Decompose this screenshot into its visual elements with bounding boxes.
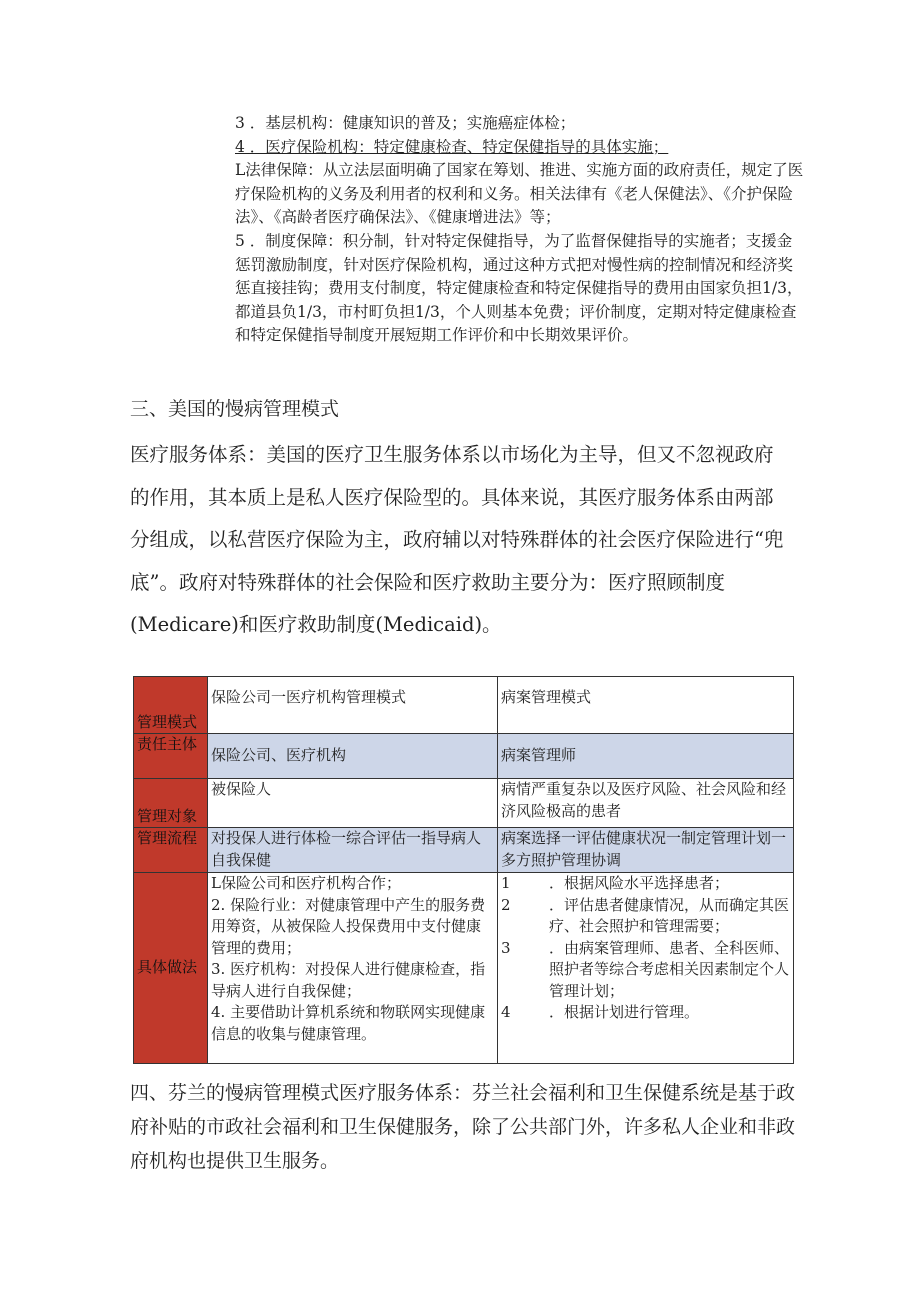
table-cell: 病案管理模式 [498, 677, 794, 734]
list-text: ．根据风险水平选择患者； [549, 874, 730, 892]
table-cell: 病案选择一评估健康状况一制定管理计划一多方照护管理协调 [498, 828, 794, 873]
table-cell: 被保险人 [208, 779, 498, 828]
table-cell-practices-case [498, 873, 794, 1064]
row-label: 管理模式 [134, 677, 208, 734]
table-cell: 对投保人进行体检一综合评估一指导病人自我保健 [208, 828, 498, 873]
table-cell: 病案管理师 [498, 734, 794, 779]
list-item: 2. 保险行业：对健康管理中产生的服务费用筹资，从被保险人投保费用中支付健康管理的费用； [211, 895, 486, 957]
section-4-paragraph: 四、芬兰的慢病管理模式医疗服务体系：芬兰社会福利和卫生保健系统是基于政府补贴的市政社会福利和卫生保健服务，除了公共部门外，许多私人企业和非政府机构也提供卫生服务。 [130, 1082, 796, 1172]
list-item: 4. 主要借助计算机系统和物联网实现健康信息的收集与健康管理。 [211, 1003, 486, 1043]
list-item [501, 938, 790, 1003]
list-number: 3 [501, 938, 511, 957]
list-number: 2 [501, 895, 511, 914]
table-row [134, 873, 794, 1064]
row-label: 管理流程 [134, 828, 208, 873]
institutional-guarantee: 5 ．制度保障：积分制，针对特定保健指导，为了监督保健指导的实施者；支援金惩罚激励制度，针对医疗保险机构，通过这种方式把对慢性病的控制情况和经济奖惩直接挂钩；费用支付制度，特定健康检查和特定保健指导的费用由国家负担1/3，都道县负1/3，市村町负担1/3，个人则基本免费；评价制度，定期对特定健康检查和特定保健指导制度开展短期工作评价和中长期效果评价。 [235, 231, 803, 345]
table-cell: 保险公司一医疗机构管理模式 [208, 677, 498, 734]
row-label: 管理对象 [134, 779, 208, 828]
row-label: 责任主体 [134, 734, 208, 779]
list-text: ．由病案管理师、患者、全科医师、照护者等综合考虑相关因素制定个人管理计划； [549, 938, 790, 1000]
table-cell-practices-insurer [208, 873, 498, 1064]
table-cell: 保险公司、医疗机构 [208, 734, 498, 779]
list-item [501, 1002, 790, 1024]
table-row [134, 677, 794, 734]
table-cell: 病情严重复杂以及医疗风险、社会风险和经济风险极高的患者 [498, 779, 794, 828]
list-number: 4 [501, 1003, 511, 1021]
list-item: 3. 医疗机构：对投保人进行健康检查，指导病人进行自我保健； [211, 960, 486, 1000]
table-row [134, 779, 794, 828]
list-item [501, 873, 790, 895]
row-label: 具体做法 [134, 873, 208, 1064]
management-model-table [133, 676, 794, 1064]
list-number: 1 [501, 874, 511, 892]
legal-guarantee: L法律保障：从立法层面明确了国家在筹划、推进、实施方面的政府责任，规定了医疗保险机构的义务及利用者的权利和义务。相关法律有《老人保健法》、《介护保险法》、《高龄者医疗确保法》、《健康增进法》等； [235, 161, 804, 227]
section-3-title: 三、美国的慢病管理模式 [130, 398, 340, 420]
list-text: ．评估患者健康情况，从而确定其医疗、社会照护和管理需要； [549, 895, 790, 935]
list-item: L保险公司和医疗机构合作； [211, 874, 401, 892]
table-row [134, 734, 794, 779]
measure-3: 3 ．基层机构：健康知识的普及；实施癌症体检； [235, 114, 576, 132]
measure-4: 4 ．医疗保险机构：特定健康检查、特定保健指导的具体实施； [235, 137, 669, 156]
table-row [134, 828, 794, 873]
list-text: ．根据计划进行管理。 [549, 1003, 700, 1021]
list-item [501, 895, 790, 938]
section-3-paragraph: 医疗服务体系：美国的医疗卫生服务体系以市场化为主导，但又不忽视政府的作用，其本质上是私人医疗保险型的。具体来说，其医疗服务体系由两部分组成，以私营医疗保险为主，政府辅以对特殊群体的社会医疗保险进行“兜底”。政府对特殊群体的社会保险和医疗救助主要分为：医疗照顾制度(Medicare)和医疗救助制度(Medicaid)。 [130, 443, 784, 636]
japan-measures-block [235, 112, 805, 348]
